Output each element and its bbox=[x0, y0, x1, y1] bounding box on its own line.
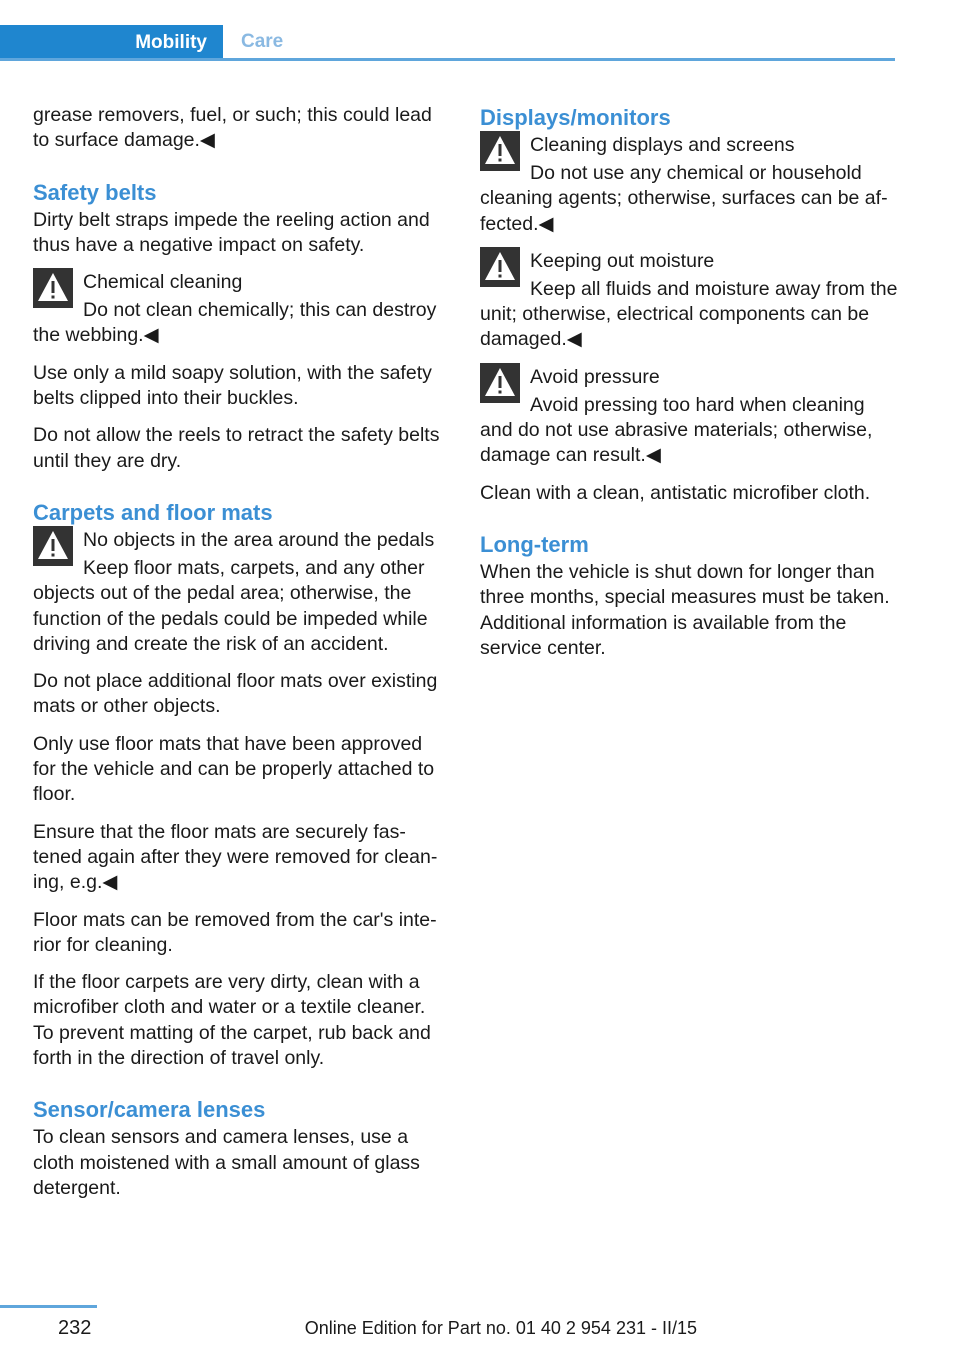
edition-note: Online Edition for Part no. 01 40 2 954 231 - II/15 bbox=[304, 1318, 697, 1338]
warning-cleaning-displays bbox=[480, 133, 900, 237]
warning-title: Chemical cleaning bbox=[83, 271, 243, 294]
carpets-paragraph-5: If the floor carpets are very dirty, clean with a microfiber cloth and water or a textile cleaner. To prevent matting of the carpet, rub back and forth in the direction of travel only. bbox=[33, 971, 431, 1070]
safety-belts-paragraph-1: Dirty belt straps impede the reeling action and thus have a negative impact on safety. bbox=[33, 208, 430, 256]
long-term-paragraph-1: When the vehicle is shut down for longer than three months, special measures must be taken. Additional information is available from the service center. bbox=[480, 560, 890, 659]
warning-triangle-icon bbox=[33, 526, 73, 566]
warning-pedal-area bbox=[33, 528, 448, 657]
left-column bbox=[33, 103, 448, 1213]
warning-title: Cleaning displays and screens bbox=[530, 134, 795, 156]
warning-body: Keep all fluids and moisture away from the unit; otherwise, electrical components can be damaged.◀ bbox=[480, 277, 898, 351]
warning-body: Do not clean chemically; this can destroy the webbing.◀ bbox=[33, 299, 437, 347]
warning-pressure bbox=[480, 365, 900, 469]
carpets-paragraph-3: Ensure that the floor mats are securely fastened again after they were removed for cleaning, e.g.◀ bbox=[33, 820, 438, 894]
heading-sensor-lenses: Sensor/camera lenses bbox=[33, 1097, 266, 1123]
page-number: 232 bbox=[58, 1317, 92, 1339]
warning-title: Avoid pressure bbox=[530, 365, 660, 388]
warning-body: Do not use any chemical or household cleaning agents; otherwise, surfaces can be affected.◀ bbox=[480, 162, 888, 235]
tab-mobility[interactable]: Mobility bbox=[0, 25, 223, 61]
warning-triangle-icon bbox=[480, 247, 520, 287]
tab-care[interactable]: Care bbox=[241, 30, 284, 52]
displays-paragraph-1: Clean with a clean, antistatic microfiber cloth. bbox=[480, 481, 871, 504]
warning-triangle-icon bbox=[480, 363, 520, 403]
sensor-paragraph-1: To clean sensors and camera lenses, use a cloth moistened with a small amount of glass detergent. bbox=[33, 1126, 420, 1199]
heading-displays: Displays/monitors bbox=[480, 105, 671, 130]
warning-body: Keep floor mats, carpets, and any other objects out of the pedal area; otherwise, the function of the pedals could be impeded while driving and create the risk of an accident. bbox=[33, 556, 428, 655]
warning-body: Avoid pressing too hard when cleaning and do not use abrasive materials; otherwise, damage can result.◀ bbox=[480, 393, 873, 467]
chapter-tabs bbox=[0, 25, 895, 61]
warning-chemical-cleaning bbox=[33, 270, 448, 349]
warning-triangle-icon bbox=[480, 131, 520, 171]
heading-carpets: Carpets and floor mats bbox=[33, 499, 273, 525]
safety-belts-paragraph-2: Use only a mild soapy solution, with the safety belts clipped into their buckles. bbox=[33, 361, 432, 410]
right-column bbox=[480, 103, 900, 673]
warning-title: Keeping out moisture bbox=[530, 249, 715, 272]
intro-paragraph: grease removers, fuel, or such; this could lead to surface damage.◀ bbox=[33, 104, 432, 152]
warning-moisture bbox=[480, 249, 900, 353]
carpets-paragraph-2: Only use floor mats that have been approved for the vehicle and can be properly attached to floor. bbox=[33, 732, 435, 806]
safety-belts-paragraph-3: Do not allow the reels to retract the safety belts until they are dry. bbox=[33, 424, 440, 472]
carpets-paragraph-1: Do not place additional floor mats over existing mats or other objects. bbox=[33, 670, 438, 718]
tab-underline bbox=[0, 58, 895, 61]
warning-triangle-icon bbox=[33, 268, 73, 308]
heading-safety-belts: Safety belts bbox=[33, 179, 157, 205]
warning-title: No objects in the area around the pedals bbox=[83, 528, 435, 551]
heading-long-term: Long-term bbox=[480, 531, 589, 557]
footer-rule bbox=[0, 1305, 97, 1308]
carpets-paragraph-4: Floor mats can be removed from the car's interior for cleaning. bbox=[33, 908, 437, 956]
